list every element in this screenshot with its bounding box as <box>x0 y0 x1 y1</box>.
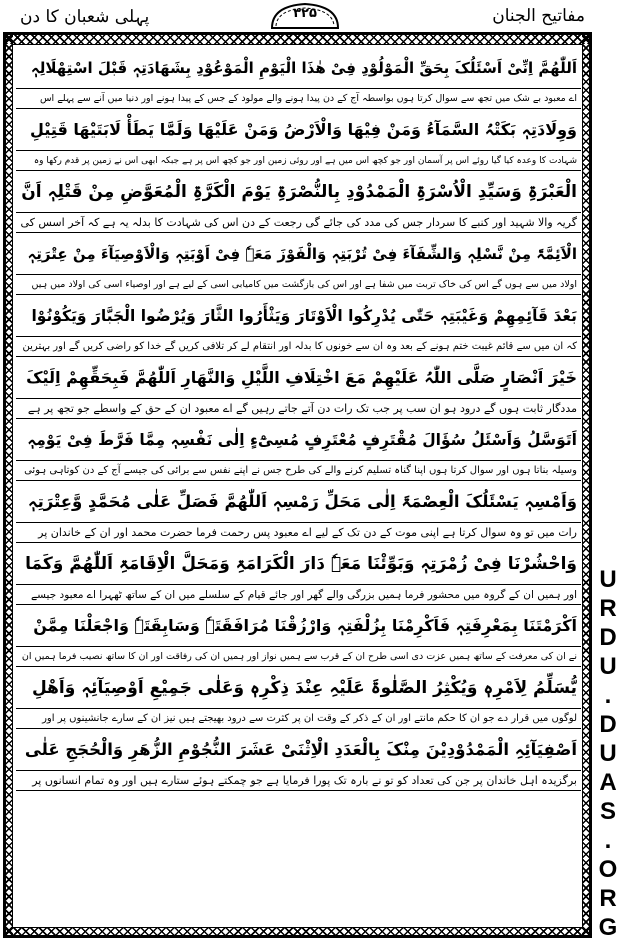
watermark-letter: U <box>599 653 617 680</box>
urdu-translation-line: اولاد میں سے ہوں گے اس کی خاک تربت میں شفا ہے اور اس کی بازگشت میں کامیابی اسی کے لیے ہے اور اوصیاء اسی کی اولاد میں ہیں <box>16 275 581 295</box>
watermark-letter: O <box>598 856 618 883</box>
page-header <box>0 0 621 36</box>
urdu-translation-line: کہ ان میں سے قائم غیبت ختم ہونے کے بعد وہ ان سے خونوں کا بدلہ اور انتقام لے کر تلافی کریں گے خدا کو راضی کریں گے اور بہترین <box>16 337 581 357</box>
arabic-text-line: وَوِلَادَتِہٖ بَکَتْہُ السَّمَآءُ وَمَنْ فِیْھَا وَالْاَرْضُ وَمَنْ عَلَیْھَا وَلَمَّا یَطَأْ لَابَتَیْھَا قَتِیْلِ <box>16 109 581 151</box>
prayer-text-body <box>16 47 581 791</box>
watermark-letter: D <box>599 624 617 651</box>
page-number-badge <box>268 0 342 30</box>
watermark-letter: . <box>604 827 612 854</box>
urdu-translation-line: اور ہمیں ان کے گروہ میں محشور فرما ہمیں بزرگی والے گھر اور جائے قیام کے سلسلے میں ان کے ساتھ ٹھہرا اے معبود جیسے <box>16 585 581 605</box>
watermark-letter: . <box>604 682 612 709</box>
urdu-translation-line: وسیلہ بناتا ہوں اور سوال کرتا ہوں اپنا گناہ تسلیم کرنے والے کی طرح جس نے اپنے نفس سے برائی کی جیسے آج کے دن کوتاہی ہوئی <box>16 461 581 481</box>
watermark-letter: R <box>599 595 617 622</box>
book-title: مفاتیح الجنان <box>492 6 585 26</box>
watermark-letter: U <box>599 740 617 767</box>
arabic-text-line: اَتَوَسَّلُ وَاَسْئَلُ سُؤَالَ مُقْتَرِفٍ مُعْتَرِفٍ مُسِیْٓءٍ اِلٰی نَفْسِہٖ مِمَّا فَرَّطَ فِیْ یَوْمِہٖ <box>16 419 581 461</box>
arabic-text-line: اَصْفِیَآئِہِ الْمَمْدُوْدِیْنَ مِنْکَ بِالْعَدَدِ الْاِثْنَیْ عَشَرَ النُّجُوْمِ الزُّھَرِ وَالْحُجَجِ عَلٰی <box>16 729 581 771</box>
arabic-text-line: وَاَمْسِہٖ یَسْئَلُکَ الْعِصْمَۃَ اِلٰی مَحَلِّ رَمْسِہٖ اَللّٰھُمَّ فَصَلِّ عَلٰی مُحَمَّدٍ وَّعِتْرَتِہٖ <box>16 481 581 523</box>
watermark-letter: S <box>599 798 616 825</box>
arabic-text-line: الْعَبْرَۃِ وَسَیِّدِ الْاُسْرَۃِ الْمَمْدُوْدِ بِالنُّصْرَۃِ یَوْمَ الْکَرَّۃِ الْمُعَوَّضِ مِنْ قَتْلِہٖ اَنَّ <box>16 171 581 213</box>
arabic-text-line: الْاَئِمَّۃَ مِنْ نَّسْلِہٖ وَالشِّفَآءَ فِیْ تُرْبَتِہٖ وَالْفَوْزَ مَعَہٗ فِیْ اَوْبَتِہٖ وَالْاَوْصِیَآءَ مِنْ عِتْرَتِہٖ <box>16 233 581 275</box>
urdu-translation-line: گریہ والا شہید اور کنبے کا سردار جس کی مدد کی جائے گی رجعت کے دن اس کی شہادت کا بدلہ یہ ہے کہ آخر اسس کی <box>16 213 581 233</box>
urdu-translation-line: برگزیدہ اہل خاندان پر جن کی تعداد کو تو نے بارہ تک پورا فرمایا ہے جو چمکتے ہوئے ستارے ہیں اور وہ تمام انسانوں پر <box>16 771 581 791</box>
urdu-translation-line: شہادت کا وعدہ کیا گیا روئے اس پر آسمان اور جو کچھ اس میں ہے اور روئی زمین اور جو کچھ اس پر ہے جبکہ ابھی اس نے زمین پر قدم رکھا وہ <box>16 151 581 171</box>
chapter-title: پہلی شعبان کا دن <box>20 7 150 27</box>
arabic-text-line: اَللّٰھُمَّ اِنِّیْ اَسْئَلُکَ بِحَقِّ الْمَوْلُوْدِ فِیْ ھٰذَا الْیَوْمِ الْمَوْعُوْدِ بِشَھَادَتِہٖ قَبْلَ اسْتِھْلَالِہٖ <box>16 47 581 89</box>
arabic-text-line: اَکْرَمْتَنَا بِمَعْرِفَتِہٖ فَاَکْرِمْنَا بِزُلْفَتِہٖ وَارْزُقْنَا مُرَافَقَتَہٗ وَسَابِقَتَہٗ وَاجْعَلْنَا مِمَّنْ <box>16 605 581 647</box>
urdu-translation-line: مددگار ثابت ہوں گے درود ہو ان سب پر جب تک رات دن آتے جاتے رہیں گے اے معبود ان کے حق کے واسطے جو تجھ پر ہے <box>16 399 581 419</box>
urdu-translation-line: رات میں تو وہ سوال کرتا ہے اپنی موت کے دن تک کے لیے اے معبود پس رحمت فرما حضرت محمد اور ان کے خاندان پر <box>16 523 581 543</box>
urdu-translation-line: نے ان کی معرفت کے ساتھ ہمیں عزت دی اسی طرح ان کے قرب سے ہمیں نواز اور ہمیں ان کی رفاقت اور ان کا ساتھ نصیب فرما ہمیں ان <box>16 647 581 667</box>
watermark-letter: R <box>599 885 617 912</box>
watermark-letter: U <box>599 566 617 593</box>
urdu-translation-line: لوگوں میں قرار دے جو ان کا حکم مانتے اور ان کے ذکر کے وقت ان پر کثرت سے درود بھیجتے ہیں نیز ان کے سارے جانشینوں پر اور <box>16 709 581 729</box>
site-watermark <box>597 565 619 942</box>
arabic-text-line: بَعْدَ قَآئِمِھِمْ وَغَیْبَتِہٖ حَتّٰی یُدْرِکُوا الْاَوْتَارَ وَیَثْأَرُوا الثَّارَ وَیُرْضُوا الْجَبَّارَ وَیَکُوْنُوْا <box>16 295 581 337</box>
arabic-text-line: یُّسَلِّمُ لِاَمْرِہٖ وَیُکْثِرُ الصَّلٰوۃَ عَلَیْہِ عِنْدَ ذِکْرِہٖ وَعَلٰی جَمِیْعِ اَوْصِیَآئِہٖ وَاَھْلِ <box>16 667 581 709</box>
arabic-text-line: خَیْرَ اَنْصَارٍ صَلَّی اللّٰہُ عَلَیْھِمْ مَعَ اخْتِلَافِ اللَّیْلِ وَالنَّھَارِ اَللّٰھُمَّ فَبِحَقِّھِمْ اِلَیْکَ <box>16 357 581 399</box>
watermark-letter: D <box>599 711 617 738</box>
watermark-letter: G <box>598 914 618 941</box>
watermark-letter: A <box>599 769 617 796</box>
arabic-text-line: وَاحْشُرْنَا فِیْ زُمْرَتِہٖ وَبَوِّئْنَا مَعَہٗ دَارَ الْکَرَامَۃِ وَمَحَلَّ الْاِقَامَۃِ اَللّٰھُمَّ وَکَمَا <box>16 543 581 585</box>
urdu-translation-line: اے معبود بے شک میں تجھ سے سوال کرتا ہوں بواسطہ آج کے دن پیدا ہونے والے مولود کے جس کے پیدا ہونے اور دنیا میں آنے سے پہلے اس <box>16 89 581 109</box>
page-number: ۳۲۵ <box>293 6 317 21</box>
